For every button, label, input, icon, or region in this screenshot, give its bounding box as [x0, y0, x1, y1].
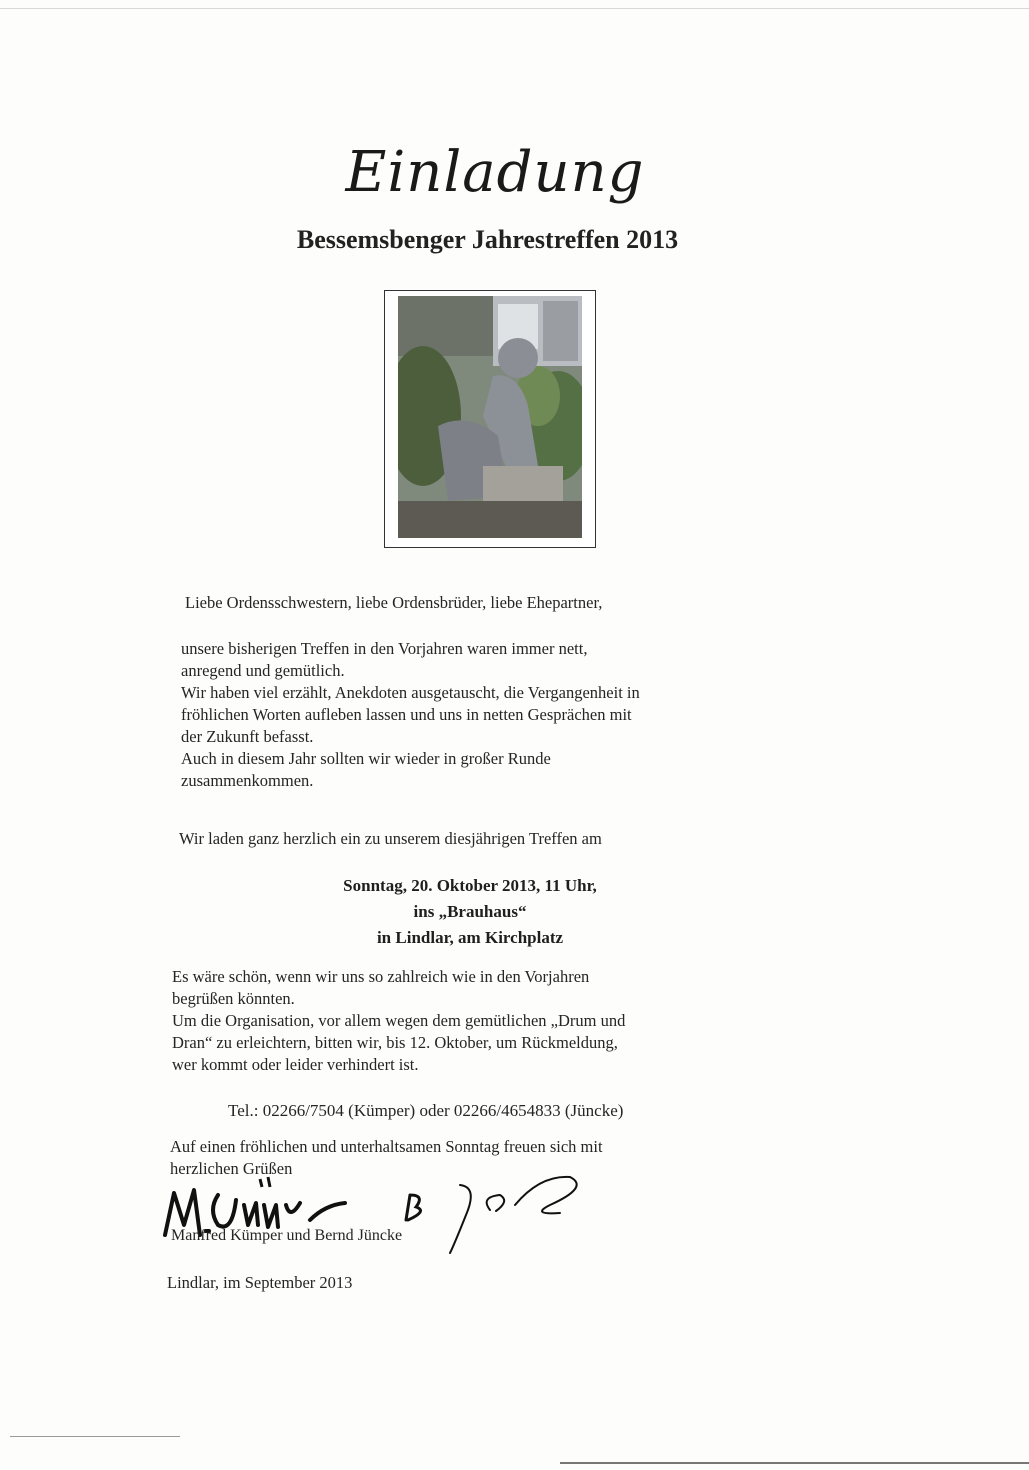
event-venue: ins „Brauhaus“	[413, 902, 527, 921]
letter-paragraph-2: Es wäre schön, wenn wir uns so zahlreich wie in den Vorjahren begrüßen könnten. Um die Organisation, vor allem wegen dem gemütlichen „Drum und Dran“ zu erleichtern, bitten wir, bis 12. Oktober, um Rückmeldung, wer kommt oder leider verhindert ist.	[172, 967, 626, 1074]
event-location: in Lindlar, am Kirchplatz	[376, 928, 564, 947]
event-date-time: Sonntag, 20. Oktober 2013, 11 Uhr,	[343, 876, 597, 895]
scan-line-bottom-right	[560, 1462, 1029, 1464]
signatories-names: Manfred Kümper und Bernd Jüncke	[171, 1227, 403, 1244]
invitation-title: Einladung	[345, 140, 645, 205]
contact-phone: Tel.: 02266/7504 (Kümper) oder 02266/4654833 (Jüncke)	[228, 1101, 624, 1120]
closing-text: Auf einen fröhlichen und unterhaltsamen Sonntag freuen sich mit herzlichen Grüßen	[170, 1137, 603, 1178]
event-subtitle: Bessemsbenger Jahrestreffen 2013	[296, 225, 679, 254]
event-details	[250, 873, 690, 951]
photo-frame	[384, 290, 596, 548]
letter-paragraph-1: unsere bisherigen Treffen in den Vorjahren waren immer nett, anregend und gemütlich. Wir haben viel erzählt, Anekdoten ausgetauscht, die Vergangenheit in fröhlichen Worten aufleben lassen und uns in netten Gesprächen mit der Zukunft befasst. Auch in diesem Jahr sollten wir wieder in großer Runde zusammenkommen.	[181, 639, 640, 790]
letter-salutation: Liebe Ordensschwestern, liebe Ordensbrüder, liebe Ehepartner,	[185, 593, 603, 612]
place-and-date: Lindlar, im September 2013	[167, 1273, 353, 1292]
invite-line: Wir laden ganz herzlich ein zu unserem diesjährigen Treffen am	[179, 829, 602, 848]
scan-line-bottom-left	[10, 1436, 180, 1437]
photo-kneeling-figure-sculpture-icon	[398, 296, 582, 538]
scan-line-top	[0, 8, 1029, 9]
